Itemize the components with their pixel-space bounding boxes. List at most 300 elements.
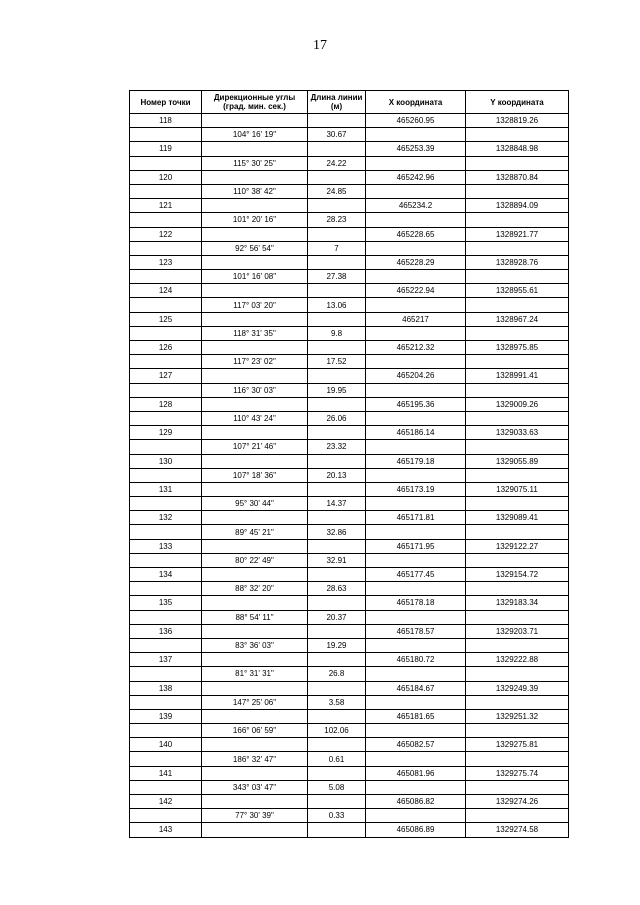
line-length-cell: 5.08	[308, 780, 366, 794]
x-coordinate-cell: 465184.67	[366, 681, 466, 695]
point-number-cell: 129	[130, 426, 202, 440]
empty-cell	[202, 199, 308, 213]
empty-cell	[202, 539, 308, 553]
x-coordinate-cell: 465217	[366, 312, 466, 326]
empty-cell	[366, 326, 466, 340]
x-coordinate-cell: 465086.82	[366, 795, 466, 809]
y-coordinate-cell: 1329009.26	[466, 397, 569, 411]
segment-row	[130, 270, 569, 284]
table-header-row	[130, 91, 569, 114]
point-row	[130, 766, 569, 780]
empty-cell	[202, 766, 308, 780]
empty-cell	[466, 695, 569, 709]
x-coordinate-cell: 465212.32	[366, 341, 466, 355]
point-number-cell: 128	[130, 397, 202, 411]
empty-cell	[466, 525, 569, 539]
y-coordinate-cell: 1329033.63	[466, 426, 569, 440]
line-length-cell: 20.37	[308, 610, 366, 624]
empty-cell	[366, 411, 466, 425]
empty-cell	[466, 213, 569, 227]
point-row	[130, 568, 569, 582]
empty-cell	[466, 241, 569, 255]
point-row	[130, 738, 569, 752]
empty-cell	[130, 468, 202, 482]
empty-cell	[308, 624, 366, 638]
line-length-cell: 0.33	[308, 809, 366, 823]
point-row	[130, 539, 569, 553]
point-number-cell: 130	[130, 454, 202, 468]
empty-cell	[130, 610, 202, 624]
empty-cell	[308, 369, 366, 383]
segment-row	[130, 667, 569, 681]
point-number-cell: 118	[130, 114, 202, 128]
direction-angle-cell: 95° 30' 44"	[202, 497, 308, 511]
y-coordinate-cell: 1328819.26	[466, 114, 569, 128]
empty-cell	[130, 440, 202, 454]
empty-cell	[366, 610, 466, 624]
point-number-cell: 131	[130, 482, 202, 496]
line-length-cell: 3.58	[308, 695, 366, 709]
empty-cell	[466, 355, 569, 369]
empty-cell	[130, 213, 202, 227]
empty-cell	[308, 511, 366, 525]
point-row	[130, 482, 569, 496]
point-row	[130, 709, 569, 723]
empty-cell	[130, 582, 202, 596]
empty-cell	[202, 482, 308, 496]
direction-angle-cell: 110° 43' 24"	[202, 411, 308, 425]
empty-cell	[466, 468, 569, 482]
y-coordinate-cell: 1329203.71	[466, 624, 569, 638]
empty-cell	[202, 596, 308, 610]
direction-angle-cell: 117° 23' 02"	[202, 355, 308, 369]
segment-row	[130, 780, 569, 794]
direction-angle-cell: 81° 31' 31"	[202, 667, 308, 681]
x-coordinate-cell: 465204.26	[366, 369, 466, 383]
line-length-cell: 30.67	[308, 128, 366, 142]
x-coordinate-cell: 465177.45	[366, 568, 466, 582]
empty-cell	[466, 326, 569, 340]
empty-cell	[130, 667, 202, 681]
point-number-cell: 141	[130, 766, 202, 780]
empty-cell	[366, 553, 466, 567]
empty-cell	[466, 184, 569, 198]
empty-cell	[130, 156, 202, 170]
x-coordinate-cell: 465242.96	[366, 170, 466, 184]
point-number-cell: 122	[130, 227, 202, 241]
empty-cell	[130, 298, 202, 312]
point-row	[130, 511, 569, 525]
direction-angle-cell: 115° 30' 25"	[202, 156, 308, 170]
point-number-cell: 137	[130, 653, 202, 667]
segment-row	[130, 156, 569, 170]
empty-cell	[366, 582, 466, 596]
empty-cell	[308, 709, 366, 723]
empty-cell	[308, 397, 366, 411]
line-length-cell: 24.85	[308, 184, 366, 198]
empty-cell	[308, 170, 366, 184]
segment-row	[130, 213, 569, 227]
empty-cell	[130, 184, 202, 198]
empty-cell	[308, 568, 366, 582]
empty-cell	[366, 184, 466, 198]
empty-cell	[130, 752, 202, 766]
line-length-cell: 28.63	[308, 582, 366, 596]
point-number-cell: 126	[130, 341, 202, 355]
empty-cell	[466, 156, 569, 170]
point-row	[130, 653, 569, 667]
empty-cell	[466, 638, 569, 652]
empty-cell	[366, 809, 466, 823]
point-number-cell: 123	[130, 255, 202, 269]
empty-cell	[202, 142, 308, 156]
empty-cell	[466, 383, 569, 397]
empty-cell	[366, 213, 466, 227]
empty-cell	[308, 653, 366, 667]
empty-cell	[308, 199, 366, 213]
empty-cell	[202, 284, 308, 298]
line-length-cell: 32.86	[308, 525, 366, 539]
direction-angle-cell: 89° 45' 21"	[202, 525, 308, 539]
y-coordinate-cell: 1329275.81	[466, 738, 569, 752]
x-coordinate-cell: 465180.72	[366, 653, 466, 667]
y-coordinate-cell: 1328991.41	[466, 369, 569, 383]
segment-row	[130, 128, 569, 142]
empty-cell	[130, 241, 202, 255]
empty-cell	[308, 539, 366, 553]
direction-angle-cell: 118° 31' 35"	[202, 326, 308, 340]
y-coordinate-cell: 1328870.84	[466, 170, 569, 184]
segment-row	[130, 752, 569, 766]
empty-cell	[366, 270, 466, 284]
coordinates-table	[129, 90, 569, 838]
empty-cell	[202, 624, 308, 638]
segment-row	[130, 440, 569, 454]
empty-cell	[130, 270, 202, 284]
point-number-cell: 133	[130, 539, 202, 553]
direction-angle-cell: 343° 03' 47"	[202, 780, 308, 794]
empty-cell	[366, 724, 466, 738]
empty-cell	[202, 568, 308, 582]
empty-cell	[366, 298, 466, 312]
segment-row	[130, 582, 569, 596]
empty-cell	[366, 468, 466, 482]
empty-cell	[202, 170, 308, 184]
empty-cell	[366, 667, 466, 681]
direction-angle-cell: 104° 16' 19"	[202, 128, 308, 142]
direction-angle-cell: 88° 54' 11"	[202, 610, 308, 624]
x-coordinate-cell: 465195.36	[366, 397, 466, 411]
segment-row	[130, 411, 569, 425]
empty-cell	[366, 355, 466, 369]
segment-row	[130, 553, 569, 567]
direction-angle-cell: 83° 36' 03"	[202, 638, 308, 652]
empty-cell	[308, 142, 366, 156]
direction-angle-cell: 107° 18' 36"	[202, 468, 308, 482]
line-length-cell: 23.32	[308, 440, 366, 454]
empty-cell	[130, 695, 202, 709]
x-coordinate-cell: 465178.18	[366, 596, 466, 610]
x-coordinate-cell: 465222.94	[366, 284, 466, 298]
page-number: 17	[313, 38, 327, 53]
segment-row	[130, 355, 569, 369]
direction-angle-cell: 117° 03' 20"	[202, 298, 308, 312]
y-coordinate-cell: 1329222.88	[466, 653, 569, 667]
direction-angle-cell: 101° 16' 08"	[202, 270, 308, 284]
y-coordinate-cell: 1329154.72	[466, 568, 569, 582]
point-number-cell: 142	[130, 795, 202, 809]
empty-cell	[202, 823, 308, 837]
empty-cell	[466, 610, 569, 624]
empty-cell	[202, 709, 308, 723]
empty-cell	[202, 227, 308, 241]
point-number-cell: 140	[130, 738, 202, 752]
empty-cell	[202, 454, 308, 468]
line-length-cell: 28.23	[308, 213, 366, 227]
x-coordinate-cell: 465181.65	[366, 709, 466, 723]
point-row	[130, 369, 569, 383]
empty-cell	[308, 596, 366, 610]
empty-cell	[466, 553, 569, 567]
segment-row	[130, 298, 569, 312]
point-number-cell: 127	[130, 369, 202, 383]
segment-row	[130, 184, 569, 198]
point-number-cell: 143	[130, 823, 202, 837]
line-length-cell: 13.06	[308, 298, 366, 312]
empty-cell	[308, 738, 366, 752]
y-coordinate-cell: 1328928.76	[466, 255, 569, 269]
y-coordinate-cell: 1329075.11	[466, 482, 569, 496]
empty-cell	[466, 724, 569, 738]
empty-cell	[130, 553, 202, 567]
direction-angle-cell: 80° 22' 49"	[202, 553, 308, 567]
empty-cell	[202, 653, 308, 667]
empty-cell	[202, 795, 308, 809]
segment-row	[130, 468, 569, 482]
empty-cell	[202, 738, 308, 752]
empty-cell	[466, 752, 569, 766]
x-coordinate-cell: 465086.89	[366, 823, 466, 837]
x-coordinate-cell: 465171.95	[366, 539, 466, 553]
empty-cell	[130, 809, 202, 823]
empty-cell	[202, 341, 308, 355]
empty-cell	[466, 411, 569, 425]
empty-cell	[130, 355, 202, 369]
line-length-cell: 0.61	[308, 752, 366, 766]
point-row	[130, 142, 569, 156]
x-coordinate-cell: 465253.39	[366, 142, 466, 156]
segment-row	[130, 638, 569, 652]
x-coordinate-cell: 465178.57	[366, 624, 466, 638]
empty-cell	[130, 326, 202, 340]
header-line-length: Длина линии (м)	[308, 91, 366, 114]
empty-cell	[130, 724, 202, 738]
empty-cell	[308, 284, 366, 298]
empty-cell	[308, 426, 366, 440]
empty-cell	[466, 270, 569, 284]
point-row	[130, 795, 569, 809]
empty-cell	[366, 156, 466, 170]
line-length-cell: 27.38	[308, 270, 366, 284]
header-x-coordinate: X координата	[366, 91, 466, 114]
direction-angle-cell: 107° 21' 46"	[202, 440, 308, 454]
line-length-cell: 19.95	[308, 383, 366, 397]
empty-cell	[202, 681, 308, 695]
line-length-cell: 24.22	[308, 156, 366, 170]
segment-row	[130, 525, 569, 539]
point-row	[130, 624, 569, 638]
empty-cell	[202, 255, 308, 269]
empty-cell	[308, 482, 366, 496]
direction-angle-cell: 147° 25' 06"	[202, 695, 308, 709]
point-row	[130, 341, 569, 355]
point-row	[130, 255, 569, 269]
empty-cell	[130, 525, 202, 539]
point-row	[130, 681, 569, 695]
x-coordinate-cell: 465173.19	[366, 482, 466, 496]
y-coordinate-cell: 1329089.41	[466, 511, 569, 525]
direction-angle-cell: 88° 32' 20"	[202, 582, 308, 596]
line-length-cell: 7	[308, 241, 366, 255]
segment-row	[130, 383, 569, 397]
segment-row	[130, 241, 569, 255]
point-number-cell: 139	[130, 709, 202, 723]
table-body	[130, 114, 569, 838]
empty-cell	[366, 638, 466, 652]
empty-cell	[308, 341, 366, 355]
y-coordinate-cell: 1329274.26	[466, 795, 569, 809]
y-coordinate-cell: 1329274.58	[466, 823, 569, 837]
header-direction-angle: Дирекционные углы (град. мин. сек.)	[202, 91, 308, 114]
point-row	[130, 312, 569, 326]
point-number-cell: 138	[130, 681, 202, 695]
segment-row	[130, 809, 569, 823]
point-number-cell: 120	[130, 170, 202, 184]
empty-cell	[202, 312, 308, 326]
point-number-cell: 121	[130, 199, 202, 213]
empty-cell	[130, 411, 202, 425]
y-coordinate-cell: 1328894.09	[466, 199, 569, 213]
empty-cell	[308, 114, 366, 128]
empty-cell	[466, 809, 569, 823]
empty-cell	[308, 312, 366, 326]
point-number-cell: 124	[130, 284, 202, 298]
empty-cell	[366, 383, 466, 397]
empty-cell	[366, 497, 466, 511]
point-row	[130, 284, 569, 298]
segment-row	[130, 610, 569, 624]
direction-angle-cell: 77° 30' 39"	[202, 809, 308, 823]
empty-cell	[466, 298, 569, 312]
y-coordinate-cell: 1329275.74	[466, 766, 569, 780]
y-coordinate-cell: 1328967.24	[466, 312, 569, 326]
empty-cell	[130, 497, 202, 511]
empty-cell	[366, 780, 466, 794]
x-coordinate-cell: 465234.2	[366, 199, 466, 213]
x-coordinate-cell: 465082.57	[366, 738, 466, 752]
empty-cell	[366, 752, 466, 766]
x-coordinate-cell: 465171.81	[366, 511, 466, 525]
line-length-cell: 26.06	[308, 411, 366, 425]
segment-row	[130, 326, 569, 340]
empty-cell	[308, 766, 366, 780]
line-length-cell: 19.29	[308, 638, 366, 652]
empty-cell	[202, 114, 308, 128]
line-length-cell: 32.91	[308, 553, 366, 567]
y-coordinate-cell: 1329183.34	[466, 596, 569, 610]
empty-cell	[366, 525, 466, 539]
empty-cell	[466, 780, 569, 794]
y-coordinate-cell: 1328921.77	[466, 227, 569, 241]
empty-cell	[366, 241, 466, 255]
point-row	[130, 596, 569, 610]
empty-cell	[130, 128, 202, 142]
line-length-cell: 20.13	[308, 468, 366, 482]
line-length-cell: 26.8	[308, 667, 366, 681]
point-number-cell: 125	[130, 312, 202, 326]
direction-angle-cell: 92° 56' 54"	[202, 241, 308, 255]
line-length-cell: 17.52	[308, 355, 366, 369]
y-coordinate-cell: 1329251.32	[466, 709, 569, 723]
y-coordinate-cell: 1329122.27	[466, 539, 569, 553]
point-row	[130, 454, 569, 468]
point-number-cell: 136	[130, 624, 202, 638]
point-row	[130, 114, 569, 128]
empty-cell	[466, 667, 569, 681]
x-coordinate-cell: 465081.96	[366, 766, 466, 780]
x-coordinate-cell: 465228.65	[366, 227, 466, 241]
direction-angle-cell: 186° 32' 47"	[202, 752, 308, 766]
direction-angle-cell: 116° 30' 03"	[202, 383, 308, 397]
point-number-cell: 134	[130, 568, 202, 582]
y-coordinate-cell: 1329249.39	[466, 681, 569, 695]
point-number-cell: 132	[130, 511, 202, 525]
empty-cell	[366, 128, 466, 142]
y-coordinate-cell: 1328848.98	[466, 142, 569, 156]
empty-cell	[308, 255, 366, 269]
empty-cell	[308, 795, 366, 809]
y-coordinate-cell: 1329055.89	[466, 454, 569, 468]
direction-angle-cell: 166° 06' 59"	[202, 724, 308, 738]
empty-cell	[130, 383, 202, 397]
empty-cell	[202, 511, 308, 525]
point-row	[130, 199, 569, 213]
line-length-cell: 9.8	[308, 326, 366, 340]
empty-cell	[366, 440, 466, 454]
point-row	[130, 170, 569, 184]
point-row	[130, 823, 569, 837]
point-number-cell: 119	[130, 142, 202, 156]
x-coordinate-cell: 465260.95	[366, 114, 466, 128]
empty-cell	[308, 823, 366, 837]
header-y-coordinate: Y координата	[466, 91, 569, 114]
empty-cell	[366, 695, 466, 709]
empty-cell	[130, 638, 202, 652]
empty-cell	[202, 369, 308, 383]
empty-cell	[466, 440, 569, 454]
empty-cell	[466, 128, 569, 142]
empty-cell	[308, 681, 366, 695]
empty-cell	[466, 497, 569, 511]
empty-cell	[202, 426, 308, 440]
y-coordinate-cell: 1328975.85	[466, 341, 569, 355]
empty-cell	[130, 780, 202, 794]
empty-cell	[202, 397, 308, 411]
x-coordinate-cell: 465179.18	[366, 454, 466, 468]
direction-angle-cell: 101° 20' 16"	[202, 213, 308, 227]
segment-row	[130, 695, 569, 709]
point-row	[130, 397, 569, 411]
